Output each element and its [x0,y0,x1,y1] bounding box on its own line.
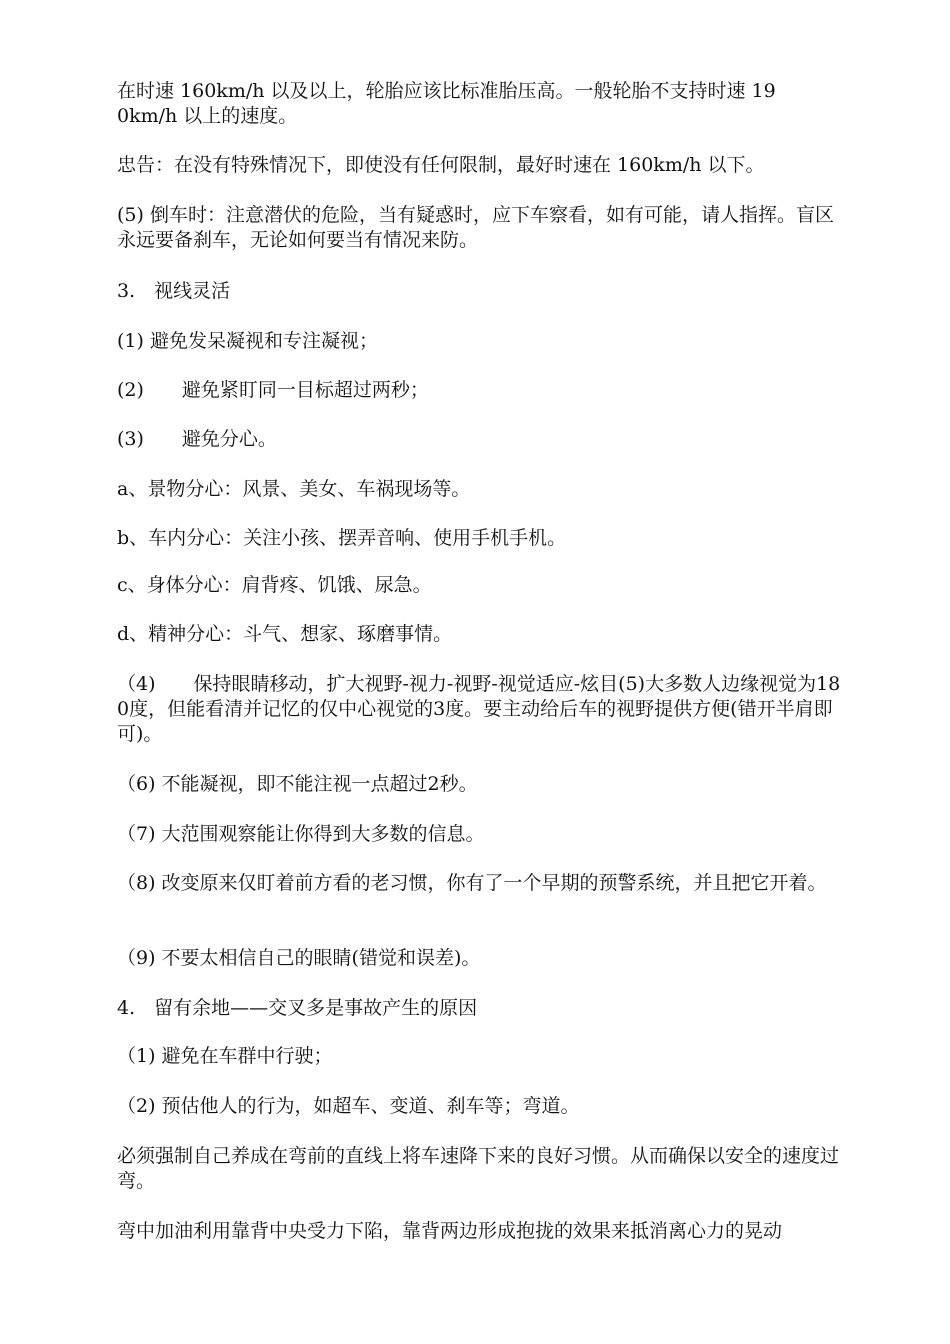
list-item-3-3: (3) 避免分心。 [117,428,277,450]
section-heading-4: 4. 留有余地——交叉多是事故产生的原因 [117,997,478,1019]
list-item-distraction-b: b、车内分心：关注小孩、摆弄音响、使用手机手机。 [117,527,567,549]
paragraph-advice: 忠告：在没有特殊情况下，即使没有任何限制，最好时速在 160km/h 以下。 [117,154,765,176]
list-item-3-2: (2) 避免紧盯同一目标超过两秒； [117,379,429,401]
paragraph-reversing: (5) 倒车时：注意潜伏的危险，当有疑惑时，应下车察看，如有可能，请人指挥。盲区永远要备刹车，无论如何要当有情况来防。 [117,204,834,251]
list-item-distraction-c: c、身体分心：肩背疼、饥饿、尿急。 [117,574,432,596]
list-item-3-1: (1) 避免发呆凝视和专注凝视； [117,330,378,352]
paragraph-cornering-throttle: 弯中加油利用靠背中央受力下陷，靠背两边形成抱拢的效果来抵消离心力的晃动 [117,1220,783,1242]
list-item-4-2: （2) 预估他人的行为，如超车、变道、刹车等；弯道。 [117,1095,580,1117]
list-item-3-7: （7) 大范围观察能让你得到大多数的信息。 [117,823,485,845]
list-item-distraction-a: a、景物分心：风景、美女、车祸现场等。 [117,478,471,500]
list-item-3-6: （6) 不能凝视，即不能注视一点超过2秒。 [117,773,478,795]
paragraph-cornering-habit: 必须强制自己养成在弯前的直线上将车速降下来的良好习惯。从而确保以安全的速度过弯。 [117,1145,840,1192]
list-item-distraction-d: d、精神分心：斗气、想家、琢磨事情。 [117,623,453,645]
section-heading-3: 3. 视线灵活 [117,280,231,302]
list-item-3-9: （9) 不要太相信自己的眼睛(错觉和误差)。 [117,947,481,969]
list-item-3-4: （4) 保持眼睛移动，扩大视野-视力-视野-视觉适应-炫目(5)大多数人边缘视觉为180度，但能看清并记忆的仅中心视觉的3度。要主动给后车的视野提供方便(错开半肩即可)。 [117,673,841,745]
list-item-4-1: （1) 避免在车群中行驶； [117,1045,333,1067]
paragraph-tire-pressure: 在时速 160km/h 以及以上，轮胎应该比标准胎压高。一般轮胎不支持时速 190km/h 以上的速度。 [117,80,776,127]
list-item-3-8: （8) 改变原来仅盯着前方看的老习惯，你有了一个早期的预警系统，并且把它开着。 [117,872,827,894]
